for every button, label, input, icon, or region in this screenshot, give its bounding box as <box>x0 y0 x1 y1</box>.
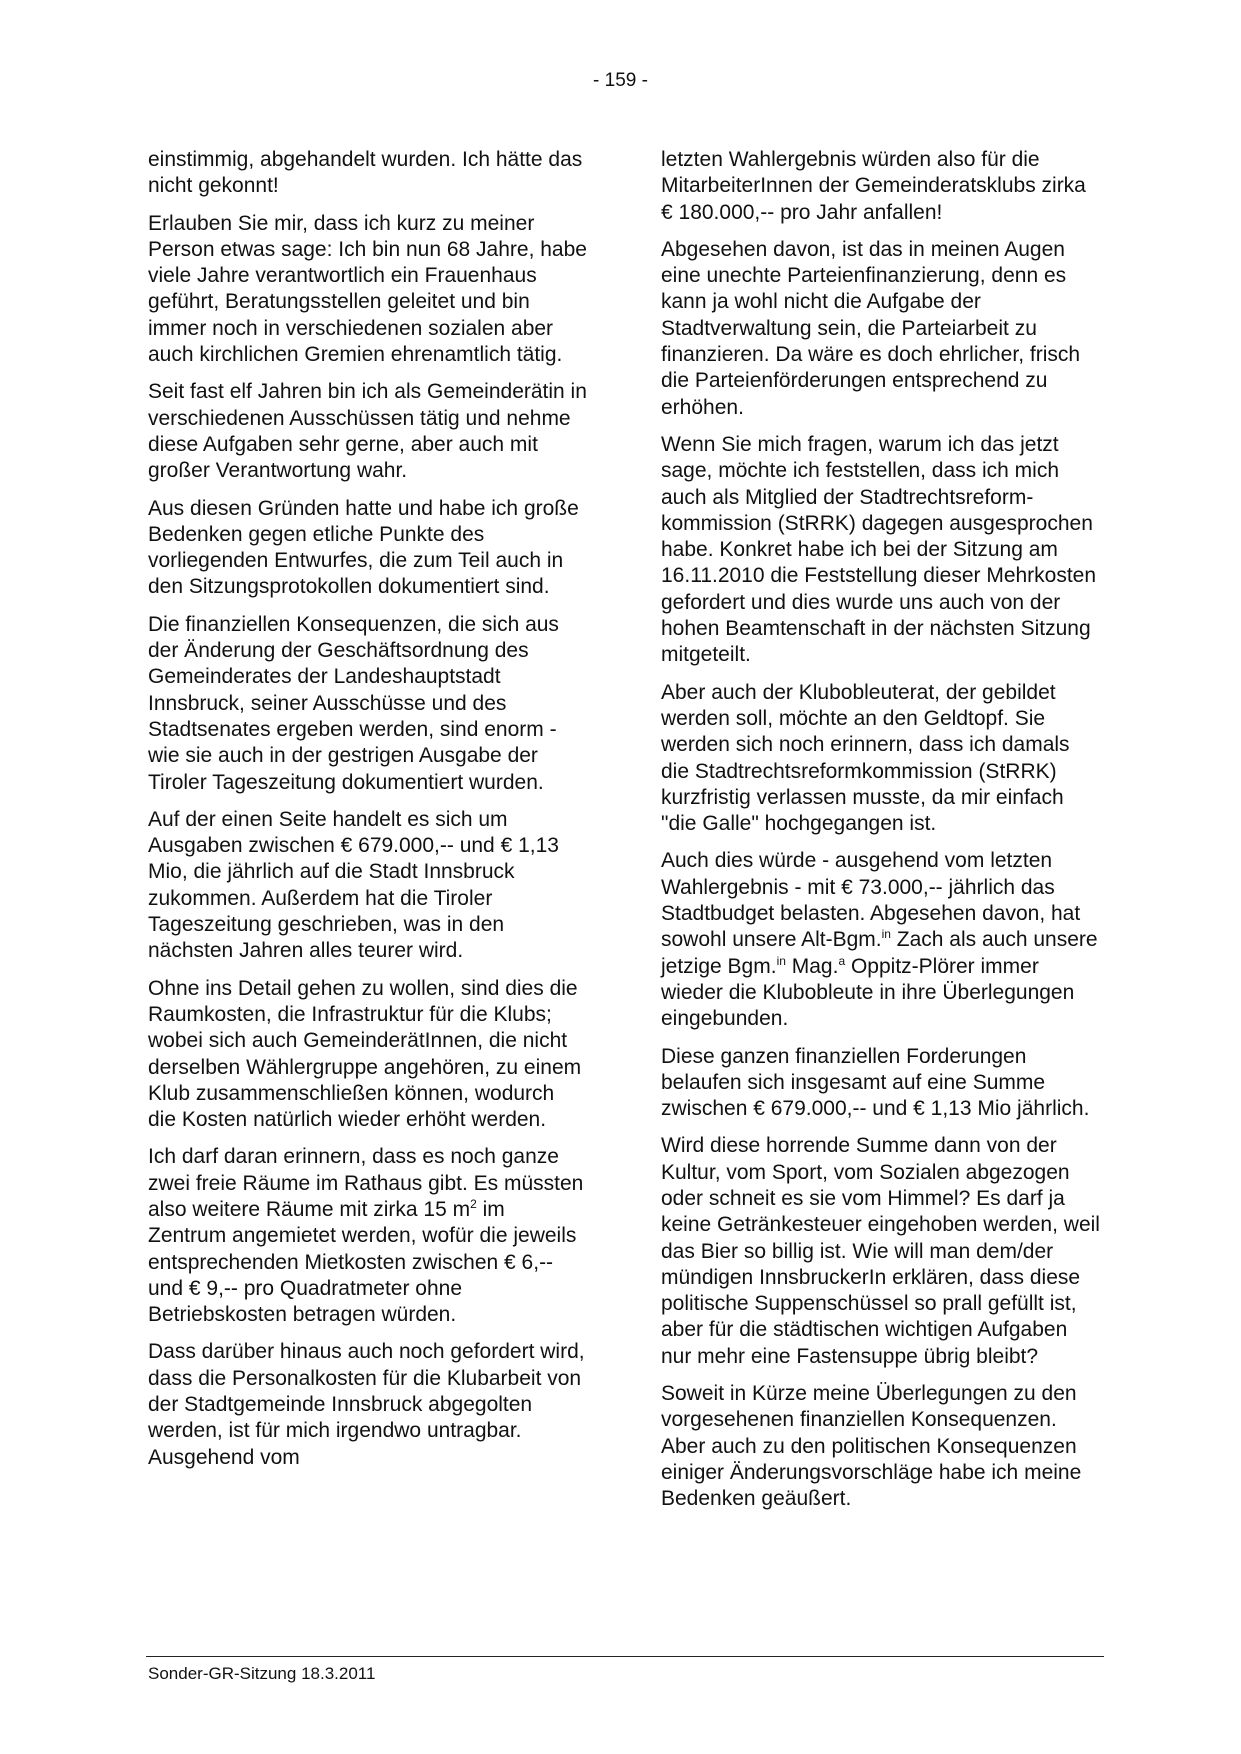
text-segment: Mag. <box>785 954 839 978</box>
page-number: - 159 - <box>593 70 648 91</box>
paragraph: Soweit in Kürze meine Überlegungen zu den vorgesehenen finanziellen Konsequenzen. Aber auch zu den politischen Konsequenzen einiger Änderungsvorschläge habe ich meine Bedenken geäußert. <box>661 1382 1082 1511</box>
paragraph: Abgesehen davon, ist das in meinen Augen eine unechte Parteienfinanzierung, denn es kann ja wohl nicht die Aufgabe der Stadtverwaltung sein, die Parteiarbeit zu finanzieren. Da wäre es doch ehrlicher, frisch die Parteienförderungen entsprechend zu erhöhen. <box>661 237 1081 419</box>
left-column <box>148 147 588 1482</box>
paragraph: Wenn Sie mich fragen, warum ich das jetzt sage, möchte ich feststellen, dass ich mich auch als Mitglied der Stadtrechtsreformkommission (StRRK) dagegen ausgesprochen habe. Konkret habe ich bei der Sitzung am 16.11.2010 die Feststellung dieser Mehrkosten gefordert und dies wurde uns auch von der hohen Beamtenschaft in der nächsten Sitzung mitgeteilt. <box>661 432 1097 667</box>
paragraph: einstimmig, abgehandelt wurden. Ich hätte das nicht gekonnt! <box>148 148 583 198</box>
paragraph: Aber auch der Klubobleuterat, der gebildet werden soll, möchte an den Geldtopf. Sie werden sich noch erinnern, dass ich damals die Stadtrechtsreformkommission (StRRK) kurzfristig verlassen musste, da mir einfach "die Galle" hochgegangen ist. <box>661 680 1070 836</box>
paragraph: Ohne ins Detail gehen zu wollen, sind dies die Raumkosten, die Infrastruktur für die Klubs; wobei sich auch GemeinderätInnen, die nicht derselben Wählergruppe angehören, zu einem Klub zusammenschließen können, wodurch die Kosten natürlich wieder erhöht werden. <box>148 976 582 1132</box>
text-segment: Zach als auch unsere jetzige Bgm. <box>661 928 1098 978</box>
paragraph: Wird diese horrende Summe dann von der Kultur, vom Sport, vom Sozialen abgezogen oder schneit es sie vom Himmel? Es darf ja keine Getränkesteuer eingehoben werden, weil das Bier so billig ist. Wie will man dem/der mündigen InnsbruckerIn erklären, dass diese politische Suppenschüssel so prall gefüllt ist, aber für die städtischen wichtigen Aufgaben nur mehr eine Fastensuppe übrig bleibt? <box>661 1134 1100 1368</box>
footer-divider <box>146 1656 1104 1657</box>
superscript: a <box>838 953 846 968</box>
text-segment: Oppitz-Plörer immer wieder die Klubobleute in ihre Überlegungen eingebunden. <box>661 954 1075 1031</box>
paragraph: Dass darüber hinaus auch noch gefordert wird, dass die Personalkosten für die Klubarbeit von der Stadtgemeinde Innsbruck abgegolten werden, ist für mich irgendwo untragbar. Ausgehend vom <box>148 1340 585 1469</box>
paragraph: Seit fast elf Jahren bin ich als Gemeinderätin in verschiedenen Ausschüssen tätig und nehme diese Aufgaben sehr gerne, aber auch mit großer Verantwortung wahr. <box>148 380 587 483</box>
superscript: in <box>776 953 786 968</box>
superscript: 2 <box>470 1196 477 1211</box>
paragraph: Erlauben Sie mir, dass ich kurz zu meiner Person etwas sage: Ich bin nun 68 Jahre, habe viele Jahre verantwortlich ein Frauenhaus geführt, Beratungsstellen geleitet und bin immer noch in verschiedenen sozialen aber auch kirchlichen Gremien ehrenamtlich tätig. <box>148 211 587 367</box>
paragraph: Die finanziellen Konsequenzen, die sich aus der Änderung der Geschäftsordnung des Gemeinderates der Landeshauptstadt Innsbruck, seiner Ausschüsse und des Stadtsenates ergeben werden, sind enorm - wie sie auch in der gestrigen Ausgabe der Tiroler Tageszeitung dokumentiert wurden. <box>148 612 559 794</box>
text-segment: Auch dies würde - ausgehend vom letzten Wahlergebnis - mit € 73.000,-- jährlich das Stadtbudget belasten. Abgesehen davon, hat sowohl unsere Alt-Bgm. <box>661 849 1081 952</box>
paragraph <box>661 848 1101 1032</box>
right-column <box>661 147 1101 1524</box>
paragraph: Auf der einen Seite handelt es sich um Ausgaben zwischen € 679.000,-- und € 1,13 Mio, die jährlich auf die Stadt Innsbruck zukommen. Außerdem hat die Tiroler Tageszeitung geschrieben, was in den nächsten Jahren alles teurer wird. <box>148 807 559 963</box>
superscript: in <box>881 927 891 942</box>
text-segment: im Zentrum angemietet werden, wofür die jeweils entsprechenden Mietkosten zwischen € 6,-- und € 9,-- pro Quadratmeter ohne Betriebskosten betragen würden. <box>148 1197 577 1327</box>
footer-text: Sonder-GR-Sitzung 18.3.2011 <box>148 1664 376 1683</box>
paragraph: Diese ganzen finanziellen Forderungen belaufen sich insgesamt auf eine Summe zwischen € 679.000,-- und € 1,13 Mio jährlich. <box>661 1044 1090 1121</box>
text-segment: Ich darf daran erinnern, dass es noch ganze zwei freie Räume im Rathaus gibt. Es müssten also weitere Räume mit zirka 15 m <box>148 1145 584 1221</box>
paragraph: letzten Wahlergebnis würden also für die MitarbeiterInnen der Gemeinderatsklubs zirka € 180.000,-- pro Jahr anfallen! <box>661 148 1086 224</box>
paragraph <box>148 1144 588 1328</box>
paragraph: Aus diesen Gründen hatte und habe ich große Bedenken gegen etliche Punkte des vorliegenden Entwurfes, die zum Teil auch in den Sitzungsprotokollen dokumentiert sind. <box>148 496 579 599</box>
